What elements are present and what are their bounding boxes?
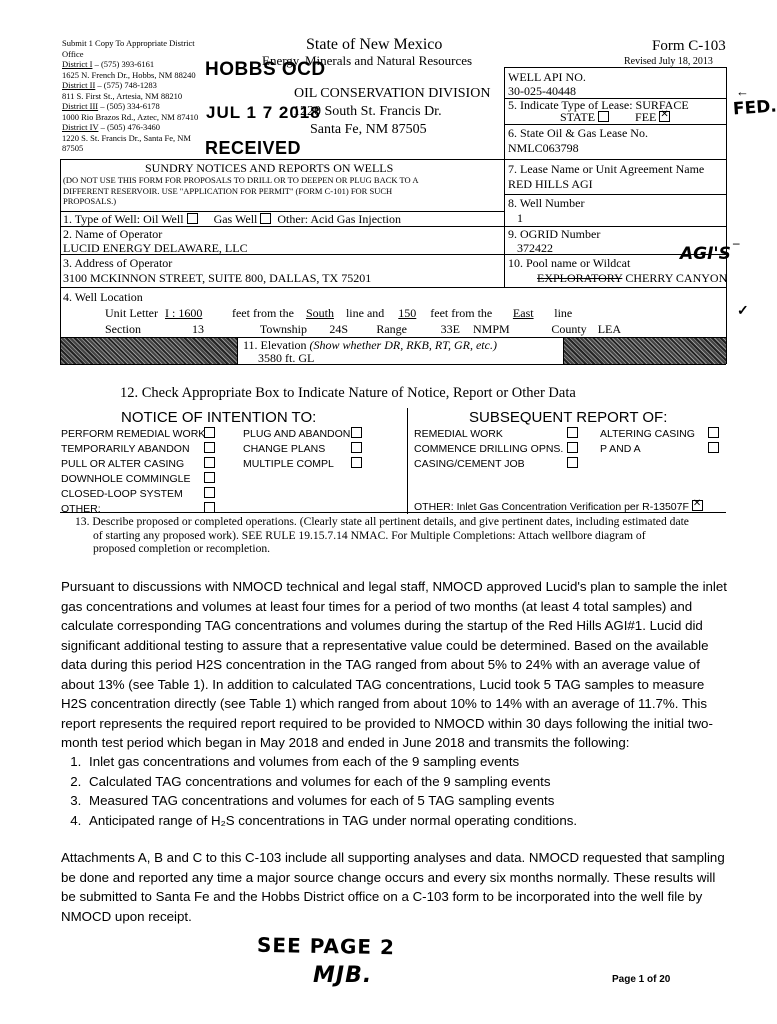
lease-no-label: 6. State Oil & Gas Lease No. — [508, 126, 648, 140]
pool-struck-text: EXPLORATORY — [537, 271, 623, 285]
notice-option-label: PULL OR ALTER CASING — [61, 458, 185, 470]
feet-from-label-2: feet from the — [430, 306, 493, 320]
notice-option-label: OTHER: — [61, 503, 101, 515]
feet-from-label: feet from the — [231, 306, 294, 320]
district-offices — [62, 38, 198, 154]
district3-address: 1000 Rio Brazos Rd., Aztec, NM 87410 — [62, 111, 199, 122]
other-well-type: Other: Acid Gas Injection — [277, 212, 402, 226]
lease-state-label: STATE — [560, 110, 596, 124]
department: Energy, Minerals and Natural Resources — [262, 53, 473, 68]
district4-zip: 87505 — [62, 143, 84, 153]
notice-option-label: CHANGE PLANS — [243, 443, 326, 455]
received-stamp: RECEIVED — [205, 138, 302, 158]
sundry-note-line3: PROPOSALS.) — [63, 196, 117, 206]
dash-mark-icon: ‒ — [733, 235, 740, 250]
list-item: 4. Anticipated range of H₂S concentrations in TAG under normal operating conditions. — [85, 811, 729, 831]
notice-option-label: PLUG AND ABANDON — [243, 428, 351, 440]
api-value: 30-025-40448 — [508, 84, 576, 98]
sundry-note-line2: DIFFERENT RESERVOIR. USE "APPLICATION FOR PERMIT" (FORM C-101) FOR SUCH — [63, 185, 393, 196]
notice-option — [61, 457, 218, 472]
pool-value — [537, 271, 727, 285]
district2-phone: – (575) 748-1283 — [95, 80, 157, 90]
notice-option — [61, 487, 218, 502]
lease-fee-label: FEE — [635, 110, 657, 124]
lease-fee-checkbox[interactable] — [659, 111, 670, 122]
subsequent-option-checkbox[interactable] — [708, 442, 719, 453]
division: OIL CONSERVATION DIVISION — [294, 86, 491, 101]
notice-option-label: MULTIPLE COMPL — [243, 458, 334, 470]
line-and-label: line and — [345, 306, 385, 320]
subsequent-option-label: REMEDIAL WORK — [414, 428, 503, 440]
redacted-block-left — [61, 338, 237, 364]
district1-label: District I — [62, 59, 93, 69]
submit-line-2: Office — [62, 48, 84, 59]
deliverables-list — [61, 752, 729, 830]
section13-line3: proposed completion or recompletion. — [93, 542, 271, 555]
subsequent-other-checkbox[interactable] — [692, 500, 703, 511]
sundry-title: SUNDRY NOTICES AND REPORTS ON WELLS — [145, 161, 394, 175]
location-row-2 — [105, 322, 621, 336]
state-title: State of New Mexico — [306, 36, 443, 53]
subsequent-option-checkbox[interactable] — [567, 442, 578, 453]
list-item: 3. Measured TAG concentrations and volumes for each of 5 TAG sampling events — [85, 791, 729, 811]
handwritten-initials: MJB. — [313, 963, 373, 988]
notice-option-label: DOWNHOLE COMMINGLE — [61, 473, 191, 485]
subsequent-other-text: OTHER: Inlet Gas Concentration Verification per R-13507F — [414, 501, 689, 513]
subsequent-option — [600, 427, 722, 442]
township-label: Township — [259, 322, 307, 336]
api-label: WELL API NO. — [508, 70, 586, 84]
well-number-value: 1 — [517, 211, 523, 225]
district2-address: 811 S. First St., Artesia, NM 88210 — [62, 90, 183, 101]
lease-name-value: RED HILLS AGI — [508, 177, 593, 191]
well-type-label: 1. Type of Well: Oil Well — [63, 212, 184, 226]
notice-of-intention-title: NOTICE OF INTENTION TO: — [121, 409, 317, 426]
elevation-hint: (Show whether DR, RKB, RT, GR, etc.) — [309, 338, 497, 352]
subsequent-option-label: CASING/CEMENT JOB — [414, 458, 525, 470]
subsequent-option — [414, 457, 581, 472]
ogrid-label: 9. OGRID Number — [508, 227, 601, 241]
notice-option-checkbox[interactable] — [204, 427, 215, 438]
subsequent-option-label: ALTERING CASING — [600, 428, 695, 440]
notice-option — [61, 472, 218, 487]
submit-line: Submit 1 Copy To Appropriate District — [62, 38, 195, 48]
unit-letter-value: I : 1600 — [164, 306, 203, 320]
subsequent-column-2 — [600, 427, 722, 457]
redacted-block-right — [563, 338, 726, 364]
city-address: Santa Fe, NM 87505 — [310, 122, 427, 137]
line-label: line — [554, 306, 573, 320]
body-paragraph-1: Pursuant to discussions with NMOCD technical and legal staff, NMOCD approved Lucid's plan to sample the inlet gas concentrations and volumes at least four times for a period of two months (at least 4 total samples) and calculate corresponding TAG concentrations and volumes during the startup of the Red Hills AGI#1. Lucid did significant additional testing to assure that a representative value could be determined. Based on the available data during this period H2S concentration in the TAG ranged from about 5% to 24% with an average value of about 13% (see Table 1). In addition to calculated TAG concentrations, Lucid took 5 TAG samples to measure H2S concentration directly (see Table 1) which ranged from about 10% to 14% with an average of 11.7%. This report represents the required report required to be provided to NMOCD within 30 days following the initial two-month test period which began in May 2018 and ended in June 2018 and transmits the following: — [61, 579, 727, 750]
lease-type-label: 5. Indicate Type of Lease: SURFACE — [508, 98, 689, 112]
nmpm-label: NMPM — [473, 322, 510, 336]
subsequent-other — [414, 500, 706, 513]
well-number-label: 8. Well Number — [508, 196, 585, 210]
street-address: 1220 South St. Francis Dr. — [293, 104, 442, 119]
location-row-1 — [105, 306, 572, 320]
operator-value: LUCID ENERGY DELAWARE, LLC — [63, 241, 248, 255]
notice-option-checkbox[interactable] — [204, 472, 215, 483]
notice-column-1 — [61, 427, 218, 517]
notice-option — [243, 457, 365, 472]
notice-option-checkbox[interactable] — [351, 427, 362, 438]
lease-type-options — [560, 110, 673, 124]
district4-label: District IV — [62, 122, 99, 132]
gas-well-label: Gas Well — [213, 212, 258, 226]
notice-option-checkbox[interactable] — [351, 442, 362, 453]
oil-well-checkbox[interactable] — [187, 213, 198, 224]
subsequent-option — [600, 442, 722, 457]
district2-label: District II — [62, 80, 96, 90]
operator-label: 2. Name of Operator — [63, 227, 163, 241]
district4-address: 1220 S. St. Francis Dr., Santa Fe, NM — [62, 132, 191, 143]
township-value: 24S — [329, 322, 348, 336]
tick-mark-icon: ✓ — [737, 304, 749, 319]
district1-phone: – (575) 393-6161 — [92, 59, 155, 69]
body-paragraph-2: Attachments A, B and C to this C-103 include all supporting analyses and data. NMOCD requested that sampling be done and reported any time a major source change occurs and every six months normally. These results will be submitted to Santa Fe and the Hobbs District office on a C-103 form to be incorporated into the well file by NMOCD upon receipt. — [61, 850, 725, 924]
lease-state-checkbox[interactable] — [598, 111, 609, 122]
district3-label: District III — [62, 101, 99, 111]
section12-title: 12. Check Appropriate Box to Indicate Nature of Notice, Report or Other Data — [120, 385, 576, 401]
address-label: 3. Address of Operator — [63, 256, 173, 270]
address-value: 3100 MCKINNON STREET, SUITE 800, DALLAS, TX 75201 — [63, 271, 372, 285]
elevation-label-text: 11. Elevation — [243, 338, 310, 352]
handwritten-agis: AGI'S — [680, 244, 731, 264]
form-number: Form C-103 — [652, 38, 726, 54]
range-value: 33E — [440, 322, 460, 336]
subsequent-option-checkbox[interactable] — [708, 427, 719, 438]
county-value: LEA — [597, 322, 622, 336]
ew-value: East — [512, 306, 534, 320]
well-type-row — [63, 212, 401, 226]
notice-option — [61, 442, 218, 457]
subsequent-option-label: COMMENCE DRILLING OPNS. — [414, 443, 564, 455]
section13-line1: 13. Describe proposed or completed operations. (Clearly state all pertinent details, and give pertinent dates, including estimated date — [75, 515, 689, 528]
lease-name-label: 7. Lease Name or Unit Agreement Name — [508, 162, 705, 176]
sundry-note — [63, 175, 419, 207]
revised-date: Revised July 18, 2013 — [624, 56, 713, 67]
subsequent-option — [414, 427, 581, 442]
ew-feet-value: 150 — [398, 306, 417, 320]
hobbs-ocd-stamp: HOBBS OCD — [205, 59, 326, 80]
page-number: Page 1 of 20 — [612, 974, 671, 985]
subsequent-report-title: SUBSEQUENT REPORT OF: — [469, 409, 668, 426]
notice-option-checkbox[interactable] — [204, 442, 215, 453]
notice-option-checkbox[interactable] — [204, 457, 215, 468]
pool-name: CHERRY CANYON — [622, 271, 728, 285]
subsequent-column-1 — [414, 427, 581, 472]
notice-option-checkbox[interactable] — [351, 457, 362, 468]
sundry-note-line1: (DO NOT USE THIS FORM FOR PROPOSALS TO DRILL OR TO DEEPEN OR PLUG BACK TO A — [63, 175, 419, 185]
list-item: 1. Inlet gas concentrations and volumes from each of the 9 sampling events — [85, 752, 729, 772]
elevation-value: 3580 ft. GL — [258, 351, 315, 365]
notice-option-checkbox[interactable] — [204, 487, 215, 498]
date-stamp: JUL 1 7 2018 — [206, 103, 321, 122]
lease-no-value: NMLC063798 — [508, 141, 579, 155]
elevation-label — [243, 338, 497, 352]
notice-option — [61, 427, 218, 442]
ogrid-value: 372422 — [517, 241, 553, 255]
section13-instructions — [75, 515, 689, 556]
gas-well-checkbox[interactable] — [260, 213, 271, 224]
subsequent-option-label: P AND A — [600, 443, 641, 455]
district3-phone: – (505) 334-6178 — [98, 101, 160, 111]
range-label: Range — [376, 322, 407, 336]
check-mark-icon: ← — [736, 84, 749, 99]
notice-option-label: PERFORM REMEDIAL WORK — [61, 428, 206, 440]
county-label: County — [551, 322, 587, 336]
section13-line2: of starting any proposed work). SEE RULE 19.15.7.14 NMAC. For Multiple Completions: Attach wellbore diagram of — [93, 528, 646, 542]
notice-option — [243, 442, 365, 457]
unit-letter-label: Unit Letter — [105, 306, 158, 320]
list-item: 2. Calculated TAG concentrations and volumes for each of the 9 sampling events — [85, 772, 729, 792]
handwritten-fed: FED. — [732, 96, 777, 120]
pool-label: 10. Pool name or Wildcat — [508, 256, 631, 270]
subsequent-option-checkbox[interactable] — [567, 457, 578, 468]
subsequent-option-checkbox[interactable] — [567, 427, 578, 438]
handwritten-see-page: SEE PAGE 2 — [256, 932, 396, 960]
district1-address: 1625 N. French Dr., Hobbs, NM 88240 — [62, 69, 196, 80]
section-value: 13 — [192, 322, 204, 336]
section-label: Section — [105, 322, 141, 336]
ns-value: South — [305, 306, 334, 320]
notice-option-label: CLOSED-LOOP SYSTEM — [61, 488, 183, 500]
notice-column-2 — [243, 427, 365, 472]
notice-option — [243, 427, 365, 442]
subsequent-option — [414, 442, 581, 457]
well-location-label: 4. Well Location — [63, 290, 143, 304]
district4-phone: – (505) 476-3460 — [98, 122, 161, 132]
notice-option-label: TEMPORARILY ABANDON — [61, 443, 190, 455]
